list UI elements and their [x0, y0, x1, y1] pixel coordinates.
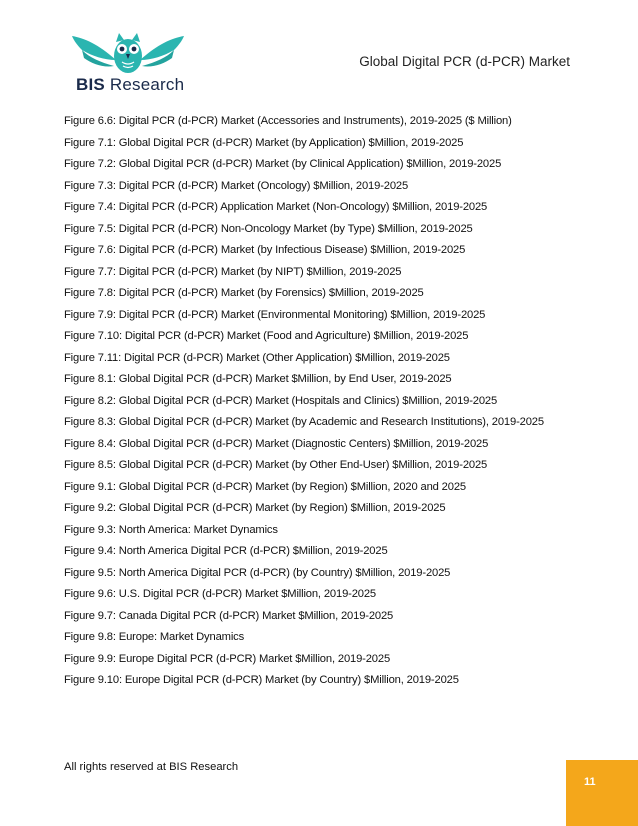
list-item: Figure 7.4: Digital PCR (d-PCR) Application Market (Non-Oncology) $Million, 2019-2025	[64, 201, 488, 213]
bis-research-logo	[62, 30, 192, 100]
list-item: Figure 7.3: Digital PCR (d-PCR) Market (Oncology) $Million, 2019-2025	[64, 179, 409, 192]
list-item: Figure 7.9: Digital PCR (d-PCR) Market (Environmental Monitoring) $Million, 2019-2025	[64, 308, 486, 321]
list-item: Figure 9.5: North America Digital PCR (d-PCR) (by Country) $Million, 2019-2025	[64, 566, 451, 579]
list-item: Figure 9.10: Europe Digital PCR (d-PCR) Market (by Country) $Million, 2019-2025	[64, 674, 459, 686]
list-item: Figure 9.8: Europe: Market Dynamics	[64, 631, 245, 643]
list-item: Figure 9.6: U.S. Digital PCR (d-PCR) Market $Million, 2019-2025	[64, 588, 376, 600]
list-item: Figure 7.11: Digital PCR (d-PCR) Market (Other Application) $Million, 2019-2025	[64, 351, 450, 364]
list-item: Figure 6.6: Digital PCR (d-PCR) Market (Accessories and Instruments), 2019-2025 ($ Million)	[64, 115, 512, 127]
list-item: Figure 8.2: Global Digital PCR (d-PCR) Market (Hospitals and Clinics) $Million, 2019-2025	[64, 394, 498, 407]
list-item: Figure 9.1: Global Digital PCR (d-PCR) Market (by Region) $Million, 2020 and 2025	[64, 480, 466, 493]
list-item: Figure 8.5: Global Digital PCR (d-PCR) Market (by Other End-User) $Million, 2019-2025	[64, 459, 488, 471]
page-number-badge	[566, 760, 638, 826]
list-item: Figure 7.8: Digital PCR (d-PCR) Market (by Forensics) $Million, 2019-2025	[64, 287, 424, 299]
list-of-figures	[64, 114, 584, 695]
report-title: Global Digital PCR (d-PCR) Market	[359, 54, 570, 69]
list-item: Figure 7.10: Digital PCR (d-PCR) Market (Food and Agriculture) $Million, 2019-2025	[64, 330, 469, 342]
list-item: Figure 9.9: Europe Digital PCR (d-PCR) Market $Million, 2019-2025	[64, 652, 391, 665]
footer-rights: All rights reserved at BIS Research	[64, 761, 239, 773]
list-item: Figure 7.5: Digital PCR (d-PCR) Non-Oncology Market (by Type) $Million, 2019-2025	[64, 222, 473, 235]
list-item: Figure 9.2: Global Digital PCR (d-PCR) Market (by Region) $Million, 2019-2025	[64, 502, 446, 514]
list-item: Figure 7.7: Digital PCR (d-PCR) Market (by NIPT) $Million, 2019-2025	[64, 265, 402, 278]
list-item: Figure 9.4: North America Digital PCR (d-PCR) $Million, 2019-2025	[64, 545, 388, 557]
list-item: Figure 9.3: North America: Market Dynamics	[64, 523, 278, 536]
list-item: Figure 8.3: Global Digital PCR (d-PCR) Market (by Academic and Research Institutions), 2019-2025	[64, 416, 544, 428]
page-number: 11	[584, 776, 596, 788]
list-item: Figure 7.6: Digital PCR (d-PCR) Market (by Infectious Disease) $Million, 2019-2025	[64, 244, 466, 256]
logo-wordmark: BIS Research	[76, 75, 185, 94]
list-item: Figure 9.7: Canada Digital PCR (d-PCR) Market $Million, 2019-2025	[64, 609, 394, 622]
list-item: Figure 8.4: Global Digital PCR (d-PCR) Market (Diagnostic Centers) $Million, 2019-2025	[64, 437, 489, 450]
owl-logo-icon	[70, 30, 186, 76]
list-item: Figure 7.2: Global Digital PCR (d-PCR) Market (by Clinical Application) $Million, 2019-2025	[64, 158, 502, 170]
list-item: Figure 8.1: Global Digital PCR (d-PCR) Market $Million, by End User, 2019-2025	[64, 373, 452, 385]
list-item: Figure 7.1: Global Digital PCR (d-PCR) Market (by Application) $Million, 2019-2025	[64, 136, 464, 149]
